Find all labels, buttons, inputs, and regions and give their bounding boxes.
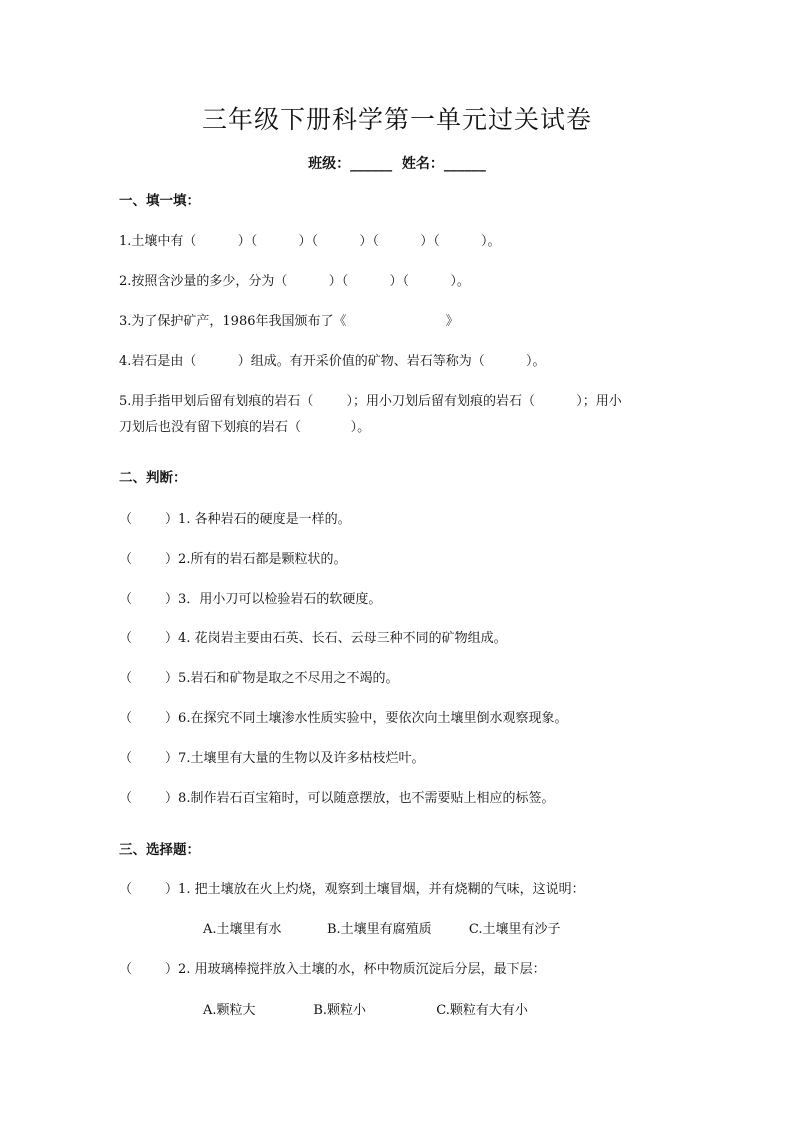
true-false-item-2: （ ）2.所有的岩石都是颗粒状的。 [119, 552, 347, 567]
true-false-item-8: （ ）8.制作岩石百宝箱时，可以随意摆放，也不需要贴上相应的标签。 [119, 791, 555, 806]
true-false-item-7: （ ）7.土壤里有大量的生物以及许多枯枝烂叶。 [119, 751, 425, 766]
fill-in-question-2: 2.按照含沙量的多少，分为（ ）（ ）（ ）。 [119, 274, 470, 289]
true-false-item-1: （ ）1. 各种岩石的硬度是一样的。 [119, 512, 351, 527]
choice-question-2: （ ）2. 用玻璃棒搅拌放入土壤的水，杯中物质沉淀后分层，最下层： [119, 962, 546, 977]
true-false-item-4: （ ）4. 花岗岩主要由石英、长石、云母三种不同的矿物组成。 [119, 631, 507, 646]
choice-question-1: （ ）1. 把土壤放在火上灼烧，观察到土壤冒烟，并有烧糊的气味，这说明： [119, 882, 585, 897]
fill-in-question-5-line-1: 5.用手指甲划后留有划痕的岩石（ ）；用小刀划后留有划痕的岩石（ ）；用小 [119, 394, 622, 409]
choice-question-2-options: A.颗粒大 B.颗粒小 C.颗粒有大有小 [203, 1003, 528, 1018]
choice-question-1-options: A.土壤里有水 B.土壤里有腐殖质 C.土壤里有沙子 [203, 922, 561, 937]
fill-in-question-4: 4.岩石是由（ ）组成。有开采价值的矿物、岩石等称为（ ）。 [119, 354, 546, 369]
class-name-line: 班级：______ 姓名：______ [308, 156, 486, 172]
true-false-item-5: （ ）5.岩石和矿物是取之不尽用之不竭的。 [119, 671, 399, 686]
true-false-item-6: （ ）6.在探究不同土壤渗水性质实验中，要依次向土壤里倒水观察现象。 [119, 711, 568, 726]
fill-in-question-5-line-2: 刀划后也没有留下划痕的岩石（ ）。 [119, 420, 371, 435]
true-false-item-3: （ ）3．用小刀可以检验岩石的软硬度。 [119, 592, 382, 607]
section-heading-true-false: 二、判断： [119, 470, 187, 486]
fill-in-question-1: 1.土壤中有（ ）（ ）（ ）（ ）（ ）。 [119, 234, 501, 249]
section-heading-multiple-choice: 三、选择题： [119, 842, 200, 858]
fill-in-question-3: 3.为了保护矿产，1986年我国颁布了《 》 [119, 314, 459, 329]
section-heading-fill-in: 一、填一填： [119, 193, 200, 209]
page-title: 三年级下册科学第一单元过关试卷 [201, 105, 592, 134]
